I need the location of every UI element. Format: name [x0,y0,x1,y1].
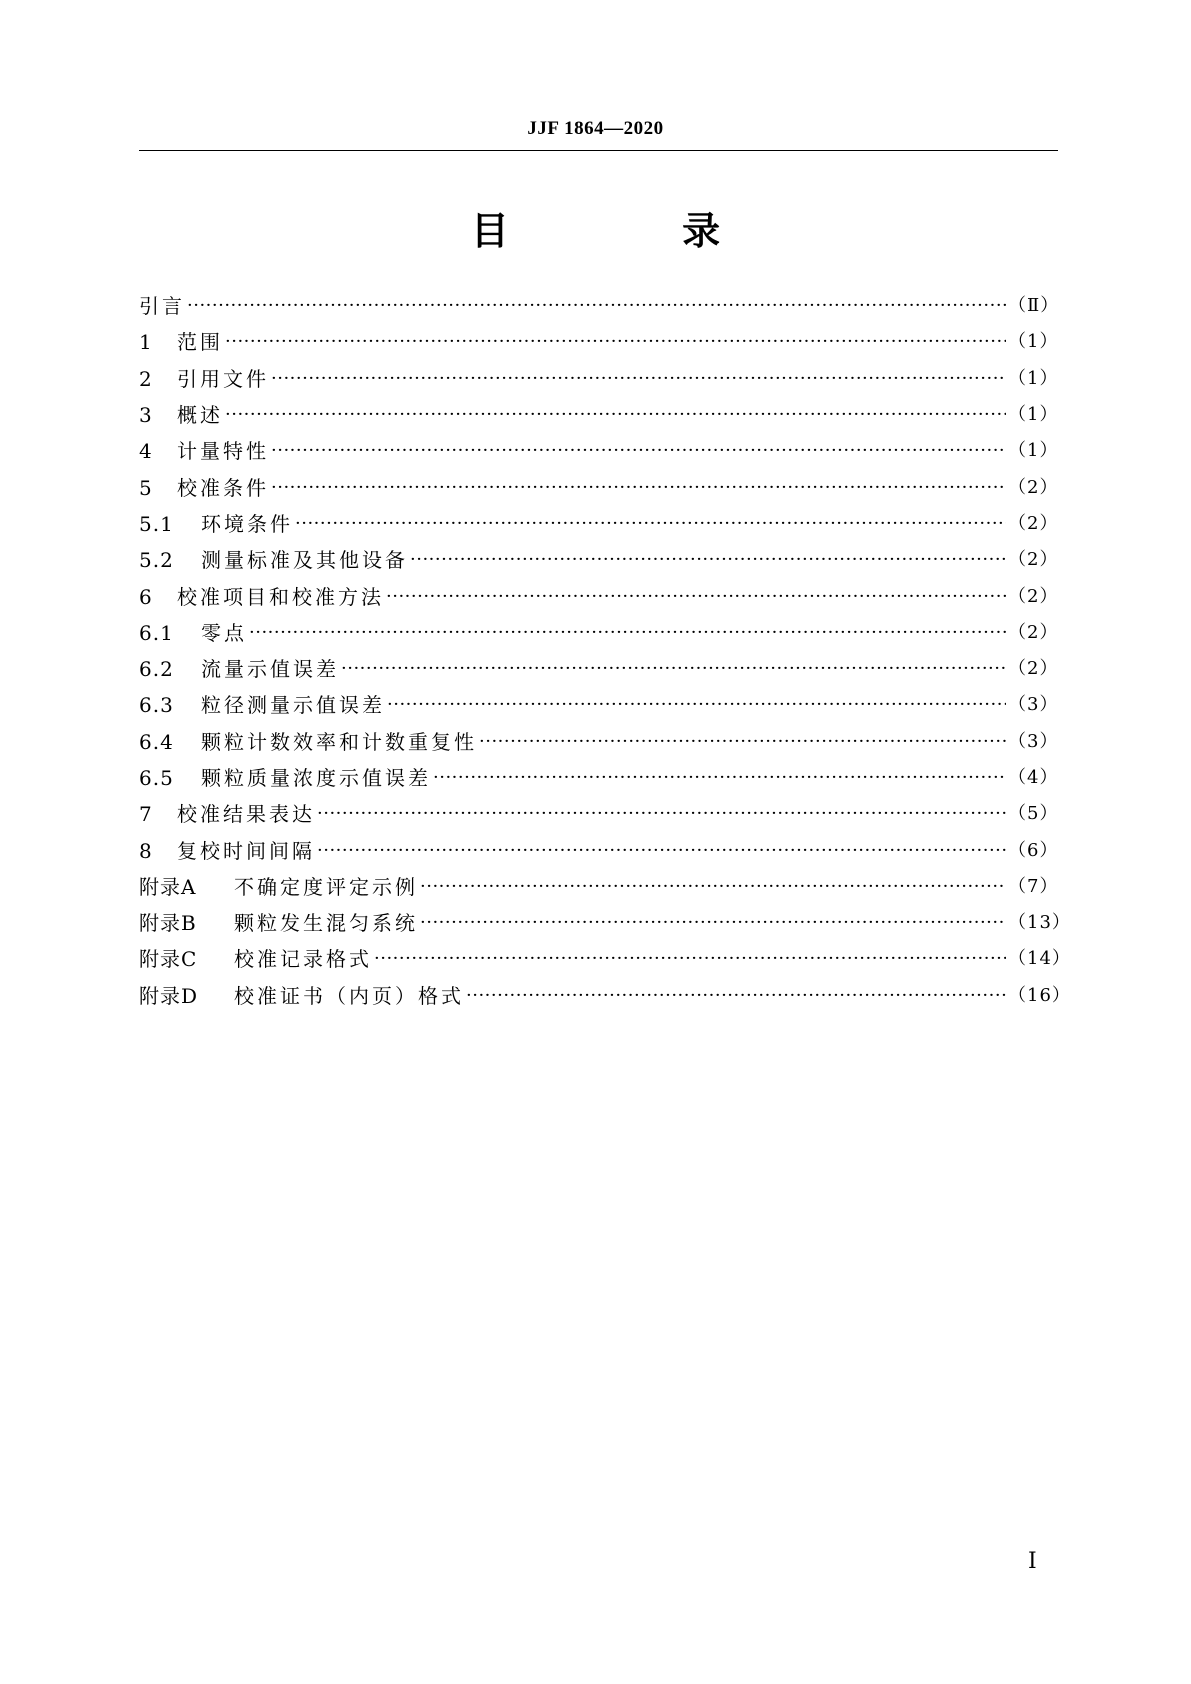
toc-entry-3[interactable] [139,397,1058,433]
toc-entry-page: （2） [1008,549,1059,571]
toc-entry-5-1[interactable] [139,506,1058,542]
toc-entry-5-2[interactable] [139,542,1058,578]
toc-entry-page: （2） [1008,658,1059,680]
toc-entry-page: （16） [1008,984,1071,1006]
toc-entry-number: 8 [139,838,153,863]
toc-entry-6-2[interactable] [139,651,1058,687]
toc-entry-page: （3） [1008,694,1059,716]
toc-entry-appendix-c[interactable] [139,941,1071,977]
toc-entry-label: 环境条件 [201,511,293,536]
toc-entry-number: 2 [139,366,153,391]
toc-entry-6-5[interactable] [139,760,1058,796]
toc-dot-leader [479,724,1006,760]
toc-dot-leader [374,941,1006,977]
toc-entry-6-3[interactable] [139,687,1058,723]
toc-entry-number: 6 [139,584,153,609]
toc-dot-leader [420,869,1006,905]
toc-entry-number: 5 [139,475,153,500]
toc-entry-page: （2） [1008,621,1059,643]
toc-entry-page: （1） [1008,367,1059,389]
toc-dot-leader [410,542,1006,578]
toc-entry-label: 校准结果表达 [177,802,315,827]
toc-entry-page: （Ⅱ） [1008,295,1060,317]
toc-entry-page: （13） [1008,912,1071,934]
toc-dot-leader [433,760,1006,796]
toc-entry-6[interactable] [139,578,1058,614]
toc-dot-leader [466,978,1006,1014]
toc-entry-page: （5） [1008,803,1059,825]
toc-entry-appendix-d[interactable] [139,978,1071,1014]
toc-dot-leader [387,687,1006,723]
toc-entry-number: 1 [139,330,153,355]
toc-entry-6-4[interactable] [139,724,1058,760]
toc-entry-label: 计量特性 [177,439,269,464]
toc-entry-number: 6.5 [139,766,174,790]
toc-entry-label: 校准条件 [177,475,269,500]
standard-code-header: JJF 1864—2020 [527,118,664,139]
toc-entry-number: 附录B [139,911,197,936]
toc-dot-leader [225,397,1006,433]
toc-entry-page: （14） [1008,948,1071,970]
toc-entry-label: 校准证书（内页）格式 [234,983,464,1008]
toc-entry-foreword[interactable] [139,288,1058,324]
toc-entry-label: 范围 [177,330,223,355]
toc-dot-leader [271,361,1006,397]
toc-dot-leader [317,796,1006,832]
toc-entry-label: 校准记录格式 [234,947,372,972]
toc-dot-leader [341,651,1006,687]
toc-entry-7[interactable] [139,796,1058,832]
toc-entry-label: 概述 [177,403,223,428]
toc-entry-number: 6.3 [139,693,174,718]
toc-entry-label: 不确定度评定示例 [234,874,418,899]
toc-entry-label: 复校时间间隔 [177,838,315,863]
toc-entry-label: 校准项目和校准方法 [177,584,384,609]
toc-entry-page: （1） [1008,404,1059,426]
toc-dot-leader [187,288,1006,324]
toc-entry-page: （1） [1008,331,1059,353]
table-of-contents [139,288,1071,1014]
toc-entry-number: 6.1 [139,620,174,645]
toc-dot-leader [271,433,1006,469]
toc-dot-leader [317,833,1006,869]
toc-entry-label: 引言 [139,294,185,319]
toc-entry-label: 颗粒质量浓度示值误差 [201,766,431,790]
page-number: Ⅰ [1028,1548,1037,1573]
header-divider [139,150,1058,151]
toc-entry-label: 零点 [201,620,247,645]
toc-dot-leader [225,324,1006,360]
toc-entry-label: 颗粒发生混匀系统 [234,911,418,936]
toc-entry-label: 测量标准及其他设备 [201,548,408,573]
toc-entry-page: （2） [1008,585,1059,607]
toc-entry-page: （3） [1008,730,1059,752]
toc-entry-number: 4 [139,439,153,464]
toc-entry-number: 6.4 [139,729,174,754]
toc-entry-page: （7） [1008,875,1059,897]
toc-dot-leader [386,579,1006,615]
toc-entry-label: 颗粒计数效率和计数重复性 [201,729,477,754]
toc-entry-number: 附录C [139,947,198,972]
toc-entry-number: 附录A [139,874,197,899]
toc-entry-6-1[interactable] [139,615,1058,651]
toc-entry-4[interactable] [139,433,1058,469]
toc-entry-page: （6） [1008,839,1059,861]
toc-dot-leader [271,470,1006,506]
toc-dot-leader [420,905,1006,941]
toc-entry-number: 5.1 [139,511,174,536]
toc-entry-1[interactable] [139,324,1058,360]
toc-entry-number: 3 [139,403,153,428]
toc-entry-number: 5.2 [139,548,174,573]
toc-entry-label: 粒径测量示值误差 [201,693,385,718]
toc-entry-label: 流量示值误差 [201,657,339,682]
toc-entry-number: 6.2 [139,657,174,682]
toc-entry-number: 7 [139,802,153,827]
toc-entry-8[interactable] [139,832,1058,868]
toc-entry-number: 附录D [139,983,199,1008]
page-title: 目 录 [470,209,801,253]
toc-entry-label: 引用文件 [177,366,269,391]
toc-entry-page: （2） [1008,512,1059,534]
toc-entry-page: （1） [1008,440,1059,462]
toc-dot-leader [249,615,1006,651]
toc-entry-page: （2） [1008,476,1059,498]
toc-entry-2[interactable] [139,361,1058,397]
toc-entry-appendix-a[interactable] [139,869,1058,905]
toc-entry-appendix-b[interactable] [139,905,1071,941]
toc-entry-page: （4） [1008,767,1059,788]
toc-dot-leader [295,506,1006,542]
toc-entry-5[interactable] [139,469,1058,505]
